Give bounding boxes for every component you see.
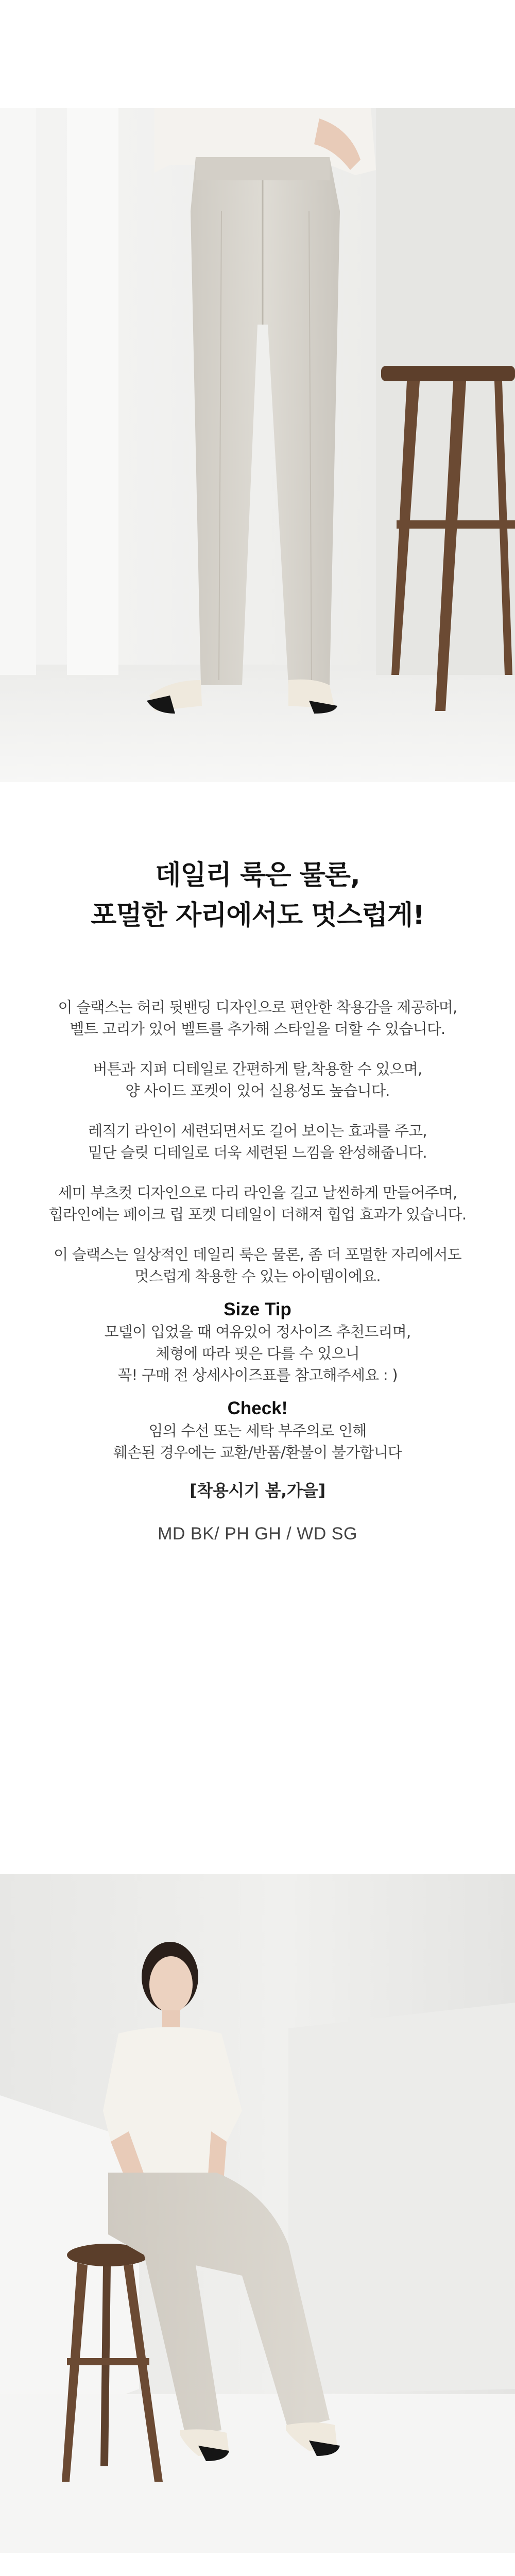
paragraph-line: 멋스럽게 착용할 수 있는 아이템이에요. xyxy=(134,1267,381,1285)
paragraph-line: 버튼과 지퍼 디테일로 간편하게 탈,착용할 수 있으며, xyxy=(93,1060,422,1078)
size-tip-line: 꼭! 구매 전 상세사이즈표를 참고해주세요 : ) xyxy=(117,1366,398,1384)
color-options: MD BK/ PH GH / WD SG xyxy=(158,1524,357,1544)
paragraph-2 xyxy=(0,1058,515,1101)
check-line: 훼손된 경우에는 교환/반품/환불이 불가합니다 xyxy=(113,1444,402,1461)
paragraph-4 xyxy=(0,1182,515,1225)
paragraph-line: 이 슬랙스는 허리 뒷밴딩 디자인으로 편안한 착용감을 제공하며, xyxy=(58,998,457,1016)
check-text xyxy=(0,1420,515,1463)
size-tip-line: 모델이 입었을 때 여유있어 정사이즈 추천드리며, xyxy=(104,1323,411,1341)
paragraph-line: 벨트 고리가 있어 벨트를 추가해 스타일을 더할 수 있습니다. xyxy=(70,1020,445,1038)
size-tip-text xyxy=(0,1321,515,1386)
paragraph-line: 세미 부츠컷 디자인으로 다리 라인을 길고 날씬하게 만들어주며, xyxy=(58,1184,457,1201)
size-tip-line: 체형에 따라 핏은 다를 수 있으니 xyxy=(156,1345,359,1362)
model-seated-image xyxy=(0,1874,515,2553)
paragraph-line: 레직기 라인이 세련되면서도 길어 보이는 효과를 주고, xyxy=(88,1122,427,1140)
paragraph-5 xyxy=(0,1244,515,1287)
check-line: 임의 수선 또는 세탁 부주의로 인해 xyxy=(148,1422,367,1439)
size-tip-title: Size Tip xyxy=(224,1299,291,1319)
headline-line-2: 포멀한 자리에서도 멋스럽게! xyxy=(91,900,424,931)
headline-line-1: 데일리 룩은 물론, xyxy=(155,860,360,891)
paragraph-line: 이 슬랙스는 일상적인 데일리 룩은 물론, 좀 더 포멀한 자리에서도 xyxy=(54,1246,461,1263)
paragraph-3 xyxy=(0,1120,515,1163)
paragraph-line: 밑단 슬릿 디테일로 더욱 세련된 느낌을 완성해줍니다. xyxy=(88,1144,427,1161)
paragraph-1 xyxy=(0,996,515,1040)
product-photo-bottom xyxy=(0,1874,515,2553)
headline xyxy=(0,855,515,936)
pants-closeup-image xyxy=(0,108,515,782)
product-photo-top xyxy=(0,108,515,782)
season-label: [착용시기 봄,가을] xyxy=(190,1481,325,1500)
paragraph-line: 양 사이드 포켓이 있어 실용성도 높습니다. xyxy=(125,1082,390,1099)
paragraph-line: 힙라인에는 페이크 립 포켓 디테일이 더해져 힙업 효과가 있습니다. xyxy=(48,1206,467,1223)
product-description xyxy=(0,855,515,1544)
check-title: Check! xyxy=(227,1398,288,1418)
